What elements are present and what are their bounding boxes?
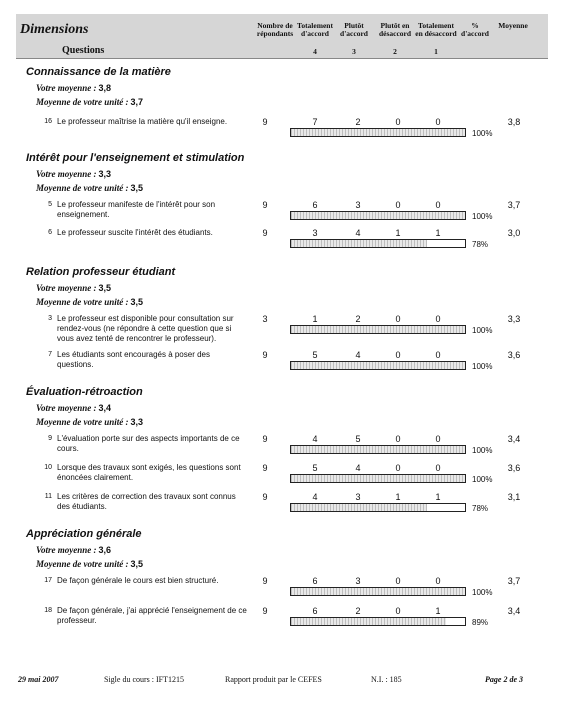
agreement-bar	[290, 239, 466, 248]
response-count-c3: 4	[355, 463, 361, 473]
respondent-count: 9	[262, 350, 268, 360]
question-number: 18	[44, 607, 52, 614]
column-header: Totalement en désaccord	[415, 21, 457, 38]
agreement-bar	[290, 128, 466, 137]
unit-average-label: Moyenne de votre unité :	[36, 417, 129, 427]
your-average-label: Votre moyenne :	[36, 283, 97, 293]
response-count-c1: 0	[435, 200, 441, 210]
agreement-bar	[290, 617, 466, 626]
response-count-c3: 2	[355, 606, 361, 616]
unit-average-line	[36, 297, 143, 307]
response-count-c3: 3	[355, 492, 361, 502]
section-title: Relation professeur étudiant	[26, 266, 176, 278]
response-count-c4: 6	[312, 576, 318, 586]
response-count-c3: 2	[355, 117, 361, 127]
question-average: 3,8	[507, 117, 521, 127]
your-average-label: Votre moyenne :	[36, 169, 97, 179]
question-average: 3,4	[507, 434, 521, 444]
unit-average-value: 3,5	[130, 183, 144, 193]
question-text: Les étudiants sont encouragés à poser des questions.	[57, 350, 210, 369]
respondent-count: 9	[262, 463, 268, 473]
response-count-c3: 5	[355, 434, 361, 444]
your-average-line	[36, 283, 111, 293]
response-count-c2: 0	[395, 117, 401, 127]
question-average: 3,1	[507, 492, 521, 502]
response-count-c4: 6	[312, 606, 318, 616]
question-text: Les critères de correction des travaux sont connus des étudiants.	[57, 492, 236, 511]
response-count-c3: 4	[355, 350, 361, 360]
response-count-c2: 0	[395, 434, 401, 444]
question-number: 10	[44, 464, 52, 471]
question-text: De façon générale, j'ai apprécié l'enseignement de ce professeur.	[57, 606, 247, 625]
your-average-line	[36, 545, 111, 555]
response-count-c4: 1	[312, 314, 318, 324]
your-average-line	[36, 169, 111, 179]
footer-ni: N.I. : 185	[371, 675, 402, 684]
unit-average-line	[36, 417, 143, 427]
question-number: 5	[48, 201, 52, 208]
respondent-count: 9	[262, 200, 268, 210]
response-count-c3: 4	[355, 228, 361, 238]
response-count-c1: 0	[435, 434, 441, 444]
respondent-count: 9	[262, 606, 268, 616]
question-number: 9	[48, 435, 52, 442]
your-average-value: 3,6	[98, 545, 112, 555]
report-header	[16, 14, 548, 59]
header-subtitle: Questions	[62, 45, 105, 56]
question-number: 6	[48, 229, 52, 236]
agreement-bar-fill	[291, 446, 465, 453]
response-count-c1: 0	[435, 576, 441, 586]
agreement-bar	[290, 445, 466, 454]
respondent-count: 3	[262, 314, 268, 324]
response-count-c2: 0	[395, 606, 401, 616]
question-average: 3,3	[507, 314, 521, 324]
response-count-c4: 4	[312, 492, 318, 502]
column-scale-value: 2	[393, 47, 397, 56]
column-scale-value: 1	[434, 47, 438, 56]
your-average-value: 3,3	[98, 169, 112, 179]
page-footer	[0, 675, 561, 695]
response-count-c2: 0	[395, 350, 401, 360]
unit-average-value: 3,3	[130, 417, 144, 427]
response-count-c4: 3	[312, 228, 318, 238]
agreement-bar-fill	[291, 129, 465, 136]
agreement-bar	[290, 325, 466, 334]
agreement-percent: 100%	[472, 475, 493, 484]
your-average-value: 3,8	[98, 83, 112, 93]
agreement-percent: 89%	[472, 618, 489, 627]
question-number: 3	[48, 315, 52, 322]
response-count-c4: 5	[312, 350, 318, 360]
column-header: Totalement d'accord	[297, 21, 333, 38]
agreement-bar	[290, 211, 466, 220]
header-title: Dimensions	[20, 22, 89, 37]
response-count-c3: 2	[355, 314, 361, 324]
question-number: 7	[48, 351, 52, 358]
agreement-bar-fill	[291, 618, 446, 625]
unit-average-label: Moyenne de votre unité :	[36, 297, 129, 307]
agreement-bar-fill	[291, 504, 427, 511]
unit-average-value: 3,7	[130, 97, 144, 107]
footer-page-number: Page 2 de 3	[485, 675, 523, 684]
unit-average-line	[36, 183, 143, 193]
response-count-c4: 6	[312, 200, 318, 210]
response-count-c1: 1	[435, 492, 441, 502]
unit-average-label: Moyenne de votre unité :	[36, 559, 129, 569]
respondent-count: 9	[262, 434, 268, 444]
response-count-c1: 1	[435, 228, 441, 238]
agreement-bar-fill	[291, 326, 465, 333]
unit-average-value: 3,5	[130, 559, 144, 569]
response-count-c3: 3	[355, 576, 361, 586]
response-count-c4: 5	[312, 463, 318, 473]
unit-average-line	[36, 97, 143, 107]
question-average: 3,7	[507, 576, 521, 586]
agreement-bar-fill	[291, 475, 465, 482]
agreement-percent: 78%	[472, 240, 489, 249]
column-header: Moyenne	[498, 21, 528, 30]
footer-date: 29 mai 2007	[18, 675, 59, 684]
question-text: Lorsque des travaux sont exigés, les questions sont énoncées clairement.	[57, 463, 241, 482]
agreement-percent: 78%	[472, 504, 489, 513]
section-title: Intérêt pour l'enseignement et stimulation	[26, 152, 245, 164]
column-header: Nombre de répondants	[256, 21, 294, 38]
respondent-count: 9	[262, 492, 268, 502]
question-average: 3,6	[507, 463, 521, 473]
your-average-label: Votre moyenne :	[36, 545, 97, 555]
agreement-bar-fill	[291, 240, 427, 247]
agreement-percent: 100%	[472, 362, 493, 371]
your-average-label: Votre moyenne :	[36, 83, 97, 93]
response-count-c2: 0	[395, 200, 401, 210]
question-average: 3,0	[507, 228, 521, 238]
footer-report-source: Rapport produit par le CEFES	[225, 675, 322, 684]
response-count-c1: 1	[435, 606, 441, 616]
your-average-value: 3,5	[98, 283, 112, 293]
agreement-percent: 100%	[472, 446, 493, 455]
your-average-label: Votre moyenne :	[36, 403, 97, 413]
question-number: 11	[44, 493, 52, 500]
response-count-c4: 7	[312, 117, 318, 127]
response-count-c1: 0	[435, 314, 441, 324]
question-text: Le professeur maîtrise la matière qu'il enseigne.	[57, 117, 228, 126]
footer-course-code: Sigle du cours : IFT1215	[104, 675, 184, 684]
question-average: 3,6	[507, 350, 521, 360]
response-count-c2: 0	[395, 314, 401, 324]
agreement-bar	[290, 503, 466, 512]
unit-average-line	[36, 559, 143, 569]
agreement-bar-fill	[291, 588, 465, 595]
response-count-c2: 1	[395, 492, 401, 502]
unit-average-value: 3,5	[130, 297, 144, 307]
respondent-count: 9	[262, 228, 268, 238]
respondent-count: 9	[262, 576, 268, 586]
column-header: Plutôt en désaccord	[378, 21, 412, 38]
question-number: 17	[44, 577, 52, 584]
respondent-count: 9	[262, 117, 268, 127]
your-average-line	[36, 83, 111, 93]
column-header: Plutôt d'accord	[340, 21, 368, 38]
your-average-value: 3,4	[98, 403, 112, 413]
column-scale-value: 4	[313, 47, 317, 56]
agreement-bar	[290, 587, 466, 596]
question-text: Le professeur suscite l'intérêt des étudiants.	[57, 228, 213, 237]
question-average: 3,4	[507, 606, 521, 616]
section-title: Évaluation-rétroaction	[26, 386, 143, 398]
agreement-bar	[290, 474, 466, 483]
agreement-percent: 100%	[472, 212, 493, 221]
question-average: 3,7	[507, 200, 521, 210]
question-text: Le professeur manifeste de l'intérêt pour son enseignement.	[57, 200, 216, 219]
agreement-bar-fill	[291, 212, 465, 219]
column-header: % d'accord	[461, 21, 489, 38]
unit-average-label: Moyenne de votre unité :	[36, 97, 129, 107]
question-text: De façon générale le cours est bien structuré.	[57, 576, 219, 585]
agreement-bar	[290, 361, 466, 370]
agreement-bar-fill	[291, 362, 465, 369]
question-number: 16	[44, 118, 52, 125]
agreement-percent: 100%	[472, 129, 493, 138]
response-count-c1: 0	[435, 117, 441, 127]
response-count-c2: 0	[395, 576, 401, 586]
question-text: Le professeur est disponible pour consultation sur rendez-vous (ne répondre à cette question que si vous avez tenté de rencontrer le professeur).	[57, 314, 234, 343]
question-text: L'évaluation porte sur des aspects importants de ce cours.	[57, 434, 240, 453]
section-title: Connaissance de la matière	[26, 66, 171, 78]
unit-average-label: Moyenne de votre unité :	[36, 183, 129, 193]
agreement-percent: 100%	[472, 326, 493, 335]
response-count-c1: 0	[435, 350, 441, 360]
section-title: Appréciation générale	[26, 528, 142, 540]
response-count-c1: 0	[435, 463, 441, 473]
column-scale-value: 3	[352, 47, 356, 56]
agreement-percent: 100%	[472, 588, 493, 597]
response-count-c2: 0	[395, 463, 401, 473]
response-count-c2: 1	[395, 228, 401, 238]
your-average-line	[36, 403, 111, 413]
response-count-c3: 3	[355, 200, 361, 210]
response-count-c4: 4	[312, 434, 318, 444]
